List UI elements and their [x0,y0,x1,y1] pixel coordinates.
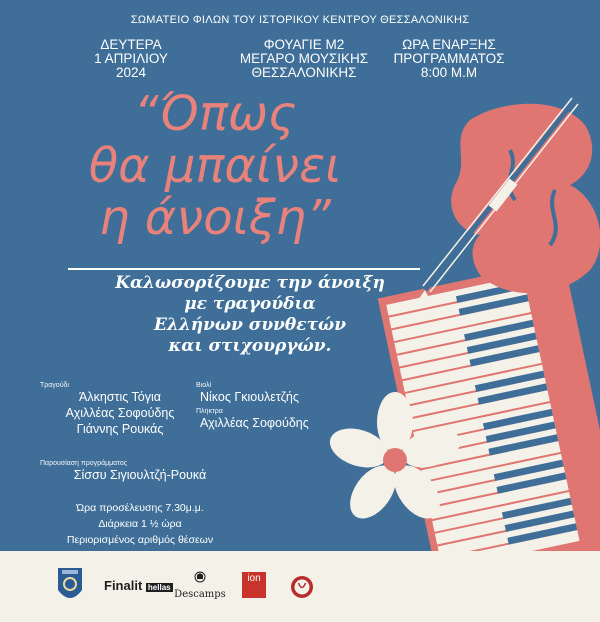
singer-name: Γιάννης Ρουκάς [76,422,164,436]
keys-label: Πλήκτρα [196,408,223,415]
violinist-name: Νίκος Γκιουλετζής [200,390,299,404]
subtitle-line: με τραγούδια [184,294,316,314]
title-line: “Όπως [133,86,297,142]
singer-name: Άλκηστις Τόγια [79,390,161,404]
finalit-logo [104,578,173,593]
finalit-name: Finalit [104,578,143,593]
descamps-logo [170,570,230,600]
venue-line: ΜΕΓΑΡΟ ΜΟΥΣΙΚΗΣ [239,51,369,66]
seats-note: Περιορισμένος αριθμός θέσεων [66,534,214,546]
ion-name: ion [247,573,261,584]
singer-name: Αχιλλέας Σοφούδης [65,406,175,420]
singers-block [40,382,200,437]
presenter-block [40,460,240,483]
violin-label: Βιολί [196,382,212,389]
society-logo-icon [56,564,84,608]
title-line: η άνοιξη” [99,190,331,246]
event-date [76,38,186,80]
date-year: 2024 [115,65,147,80]
musicians-block [196,382,356,431]
venue-line: ΘΕΣΣΑΛΟΝΙΚΗΣ [251,65,357,80]
lyre-badge-icon [290,575,314,599]
event-venue [224,38,384,80]
duration-note: Διάρκεια 1 ½ ώρα [98,518,182,530]
organizer-name: ΣΩΜΑΤΕΙΟ ΦΙΛΩΝ ΤΟΥ ΙΣΤΟΡΙΚΟΥ ΚΕΝΤΡΟΥ ΘΕΣΣΑΛΟΝΙΚΗΣ [130,14,470,26]
ion-logo [242,572,266,598]
descamps-name: Descamps [174,589,226,600]
time-line: ΩΡΑ ΕΝΑΡΞΗΣ [402,37,496,52]
subtitle-line: και στιχουργών. [168,336,332,356]
date-day: ΔΕΥΤΕΡΑ [100,37,162,52]
title-line: θα μπαίνει [88,138,342,194]
keys-player-name: Αχιλλέας Σοφούδης [200,416,309,430]
event-time [384,38,514,80]
subtitle-line: Καλωσορίζουμε την άνοιξη [115,273,385,293]
event-notes [40,500,240,548]
event-subtitle [100,273,400,357]
subtitle-line: Ελλήνων συνθετών [153,315,347,335]
date-month: 1 ΑΠΡΙΛΙΟΥ [94,51,168,66]
time-line: ΠΡΟΓΡΑΜΜΑΤΟΣ [393,51,505,66]
presenter-name: Σίσσυ Σιγιουλτζή-Ρουκά [73,468,207,482]
singing-label: Τραγούδι [40,382,69,389]
presenter-label: Παρουσίαση προγράμματος [40,460,128,467]
event-title [50,88,380,244]
arrival-note: Ώρα προσέλευσης 7.30μ.μ. [76,502,204,514]
divider [68,268,420,270]
finalit-sub: hellas [147,583,171,592]
venue-line: ΦΟΥΑΓΙΕ Μ2 [263,37,345,52]
time-line: 8:00 Μ.Μ [420,65,478,80]
violin-icon [418,98,600,300]
crest-icon [193,570,207,584]
